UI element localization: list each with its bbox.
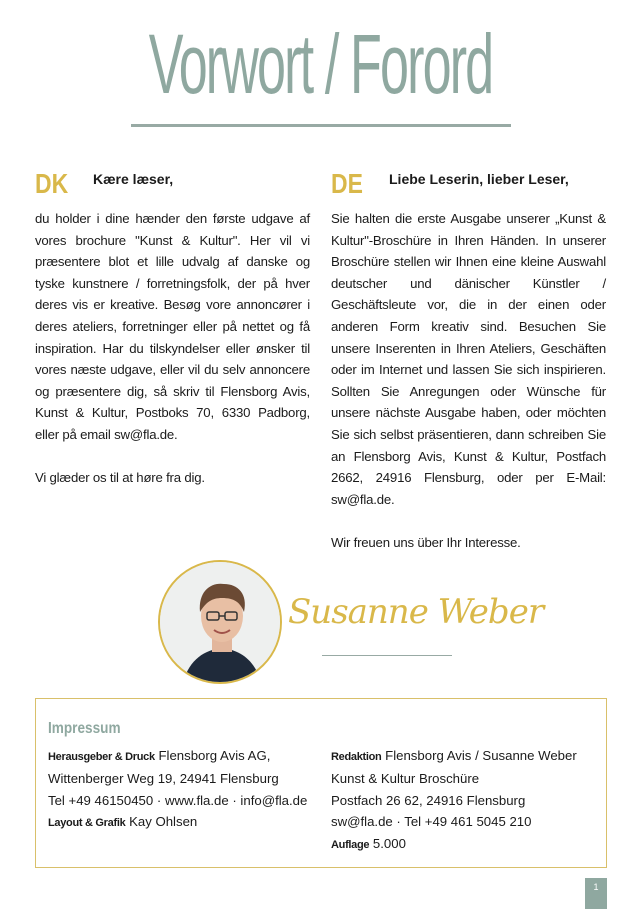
de-language-code: DE: [331, 168, 363, 199]
publisher-contact: Tel +49 46150450 · www.fla.de · info@fla.de: [48, 792, 308, 808]
impressum-right-column: [331, 745, 596, 856]
print-run-value: 5.000: [369, 835, 406, 851]
impressum-left-column: [48, 745, 318, 835]
print-run-label: Auflage: [331, 838, 370, 851]
page-number: 1: [585, 878, 607, 909]
dk-text-column: [35, 208, 310, 510]
publisher-label: Herausgeber & Druck: [48, 751, 155, 763]
page-title: Vorwort / Forord: [148, 17, 493, 111]
print-run-line: [331, 833, 596, 856]
signature-susanne-weber: Susanne Weber: [288, 592, 544, 632]
dk-language-code: DK: [35, 168, 69, 199]
editor-line: [331, 745, 596, 768]
signature-divider: [322, 655, 452, 656]
editor-address: Postfach 26 62, 24916 Flensburg: [331, 792, 526, 808]
de-salutation: Liebe Leserin, lieber Leser,: [389, 171, 569, 187]
title-divider: [131, 124, 511, 127]
de-paragraph: Sie halten die erste Ausgabe unserer „Kunst & Kultur"-Broschüre in Ihren Händen. In unserer Broschüre stellen wir Ihnen eine kleine Auswahl deutscher und dänischer Künstler / Geschäftsleute vor, die in der einen oder anderen Form kreativ sind. Besuchen Sie unsere Inserenten in Ihren Ateliers, Geschäften oder im Internet und lassen Sie sich inspirieren. Sollten Sie Anregungen oder Wünsche für unsere nächste Ausgabe haben, oder möchten Sie sich selbst präsentieren, dann schreiben Sie an Flensborg Avis, Kunst & Kultur, Postfach 2662, 24916 Flensburg, oder per E-Mail: sw@fla.de.: [331, 211, 606, 507]
editor-contact: sw@fla.de · Tel +49 461 5045 210: [331, 814, 532, 830]
impressum-title: Impressum: [48, 720, 121, 737]
publisher-line: [48, 745, 318, 768]
editor-value: Flensborg Avis / Susanne Weber: [381, 748, 577, 763]
editor-line-2: Kunst & Kultur Broschüre: [331, 771, 480, 787]
editor-label: Redaktion: [331, 751, 382, 763]
de-text-column: [331, 208, 606, 575]
layout-line: [48, 811, 318, 834]
layout-label: Layout & Grafik: [48, 817, 126, 830]
layout-value: Kay Ohlsen: [125, 814, 198, 830]
dk-paragraph: du holder i dine hænder den første udgave af vores brochure "Kunst & Kultur". Her vil vi præsentere blot et lille udvalg af danske og tyske kunstnere / forretningsfolk, der på hver deres vis er kreative. Besøg vore annoncører i deres ateliers, forretninger eller på nettet og få inspiration. Har du tilskyndelser eller ønsker til vores næste udgave, eller vil du selv annoncere og præsentere dig, så skriv til Flensborg Avis, Kunst & Kultur, Postboks 70, 6330 Padborg, eller på email sw@fla.de.: [35, 211, 310, 442]
dk-paragraph: Vi glæder os til at høre fra dig.: [35, 470, 205, 486]
publisher-value: Flensborg Avis AG,: [154, 748, 271, 763]
dk-salutation: Kære læser,: [93, 171, 174, 187]
publisher-address: Wittenberger Weg 19, 24941 Flensburg: [48, 771, 279, 787]
author-portrait: [158, 560, 282, 684]
de-paragraph: Wir freuen uns über Ihr Interesse.: [331, 534, 521, 550]
